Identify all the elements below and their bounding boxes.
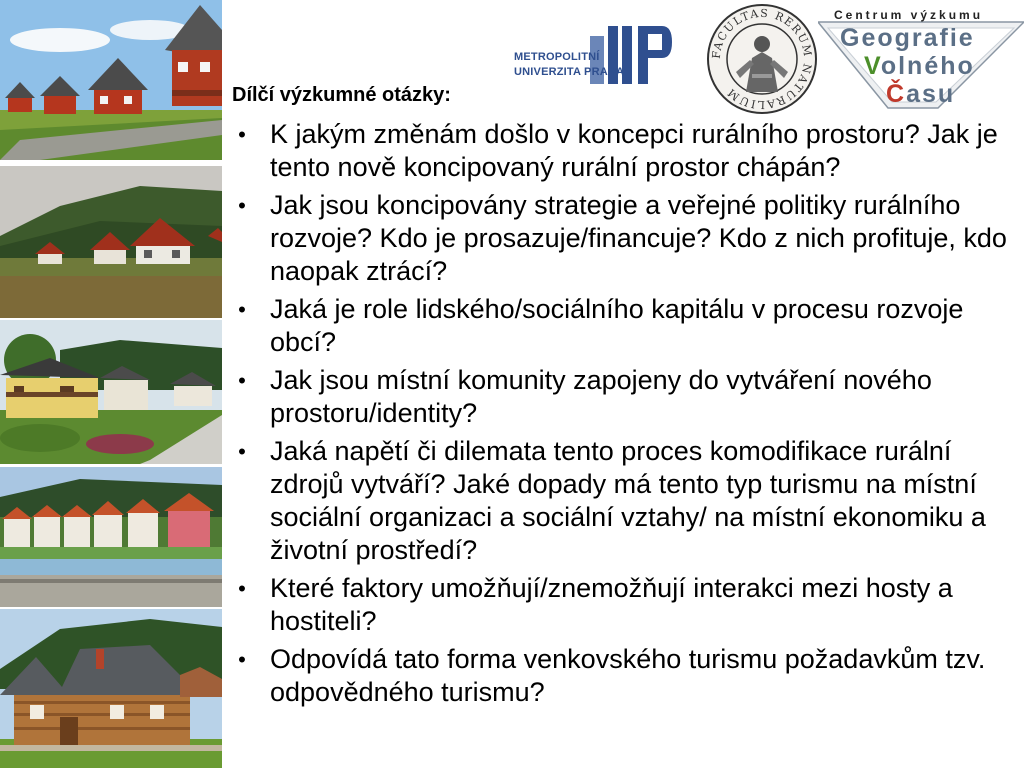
seal-ring-text: FACULTAS RERUM NATURALIUM (709, 6, 815, 112)
bullet-icon: • (238, 647, 246, 672)
bullet-icon: • (238, 439, 246, 464)
holiday-village-photo-3 (0, 320, 222, 464)
bullet-icon: • (238, 368, 246, 393)
research-question-text: Jaká je role lidského/sociálního kapitálu v procesu rozvoje obcí? (270, 294, 964, 357)
research-question-text: Jak jsou koncipovány strategie a veřejné politiky rurálního rozvoje? Kdo je prosazuje/financuje? Kdo z nich profituje, kdo naopak ztrácí? (270, 190, 1007, 286)
slide-subtitle: Dílčí výzkumné otázky: (232, 84, 451, 106)
geography-leisure-research-centre-logo (818, 8, 1024, 112)
holiday-village-photo-4 (0, 467, 222, 607)
cgvc-word-geografie: Geografie (840, 24, 975, 52)
bullet-icon: • (238, 193, 246, 218)
research-question-text: K jakým změnám došlo v koncepci rurálního prostoru? Jak je tento nově koncipovaný rurální prostor chápán? (270, 119, 998, 182)
research-question-item (232, 435, 1024, 567)
bullet-icon: • (238, 122, 246, 147)
photo-strip (0, 0, 222, 768)
cgvc-word-casu: Času (886, 80, 956, 108)
research-question-item (232, 293, 1024, 359)
holiday-village-photo-1 (0, 0, 222, 160)
bullet-icon: • (238, 297, 246, 322)
research-question-item (232, 572, 1024, 638)
research-question-text: Které faktory umožňují/znemožňují interakci mezi hosty a hostiteli? (270, 573, 953, 636)
research-questions-list (232, 118, 1024, 714)
cgvc-top-text: Centrum výzkumu (834, 8, 984, 22)
research-question-item (232, 118, 1024, 184)
research-question-item (232, 189, 1024, 288)
mup-line1: METROPOLITNÍ (514, 51, 600, 63)
cgvc-word-volneho: Volného (864, 52, 975, 80)
metropolitan-university-logo (512, 22, 674, 94)
mup-line2: UNIVERZITA PRAHA (514, 66, 625, 78)
bullet-icon: • (238, 576, 246, 601)
research-question-text: Odpovídá tato forma venkovského turismu požadavkům tzv. odpovědného turismu? (270, 644, 986, 707)
research-question-text: Jaká napětí či dilemata tento proces komodifikace rurální zdrojů vytváří? Jaké dopady má tento typ turismu na místní sociální organizaci a sociální vztahy/ na místní ekonomiku a životní prostředí? (270, 436, 986, 565)
faculty-of-science-seal (706, 2, 818, 116)
research-question-item (232, 643, 1024, 709)
holiday-village-photo-5 (0, 609, 222, 768)
research-question-text: Jak jsou místní komunity zapojeny do vytváření nového prostoru/identity? (270, 365, 932, 428)
research-question-item (232, 364, 1024, 430)
holiday-village-photo-2 (0, 166, 222, 318)
